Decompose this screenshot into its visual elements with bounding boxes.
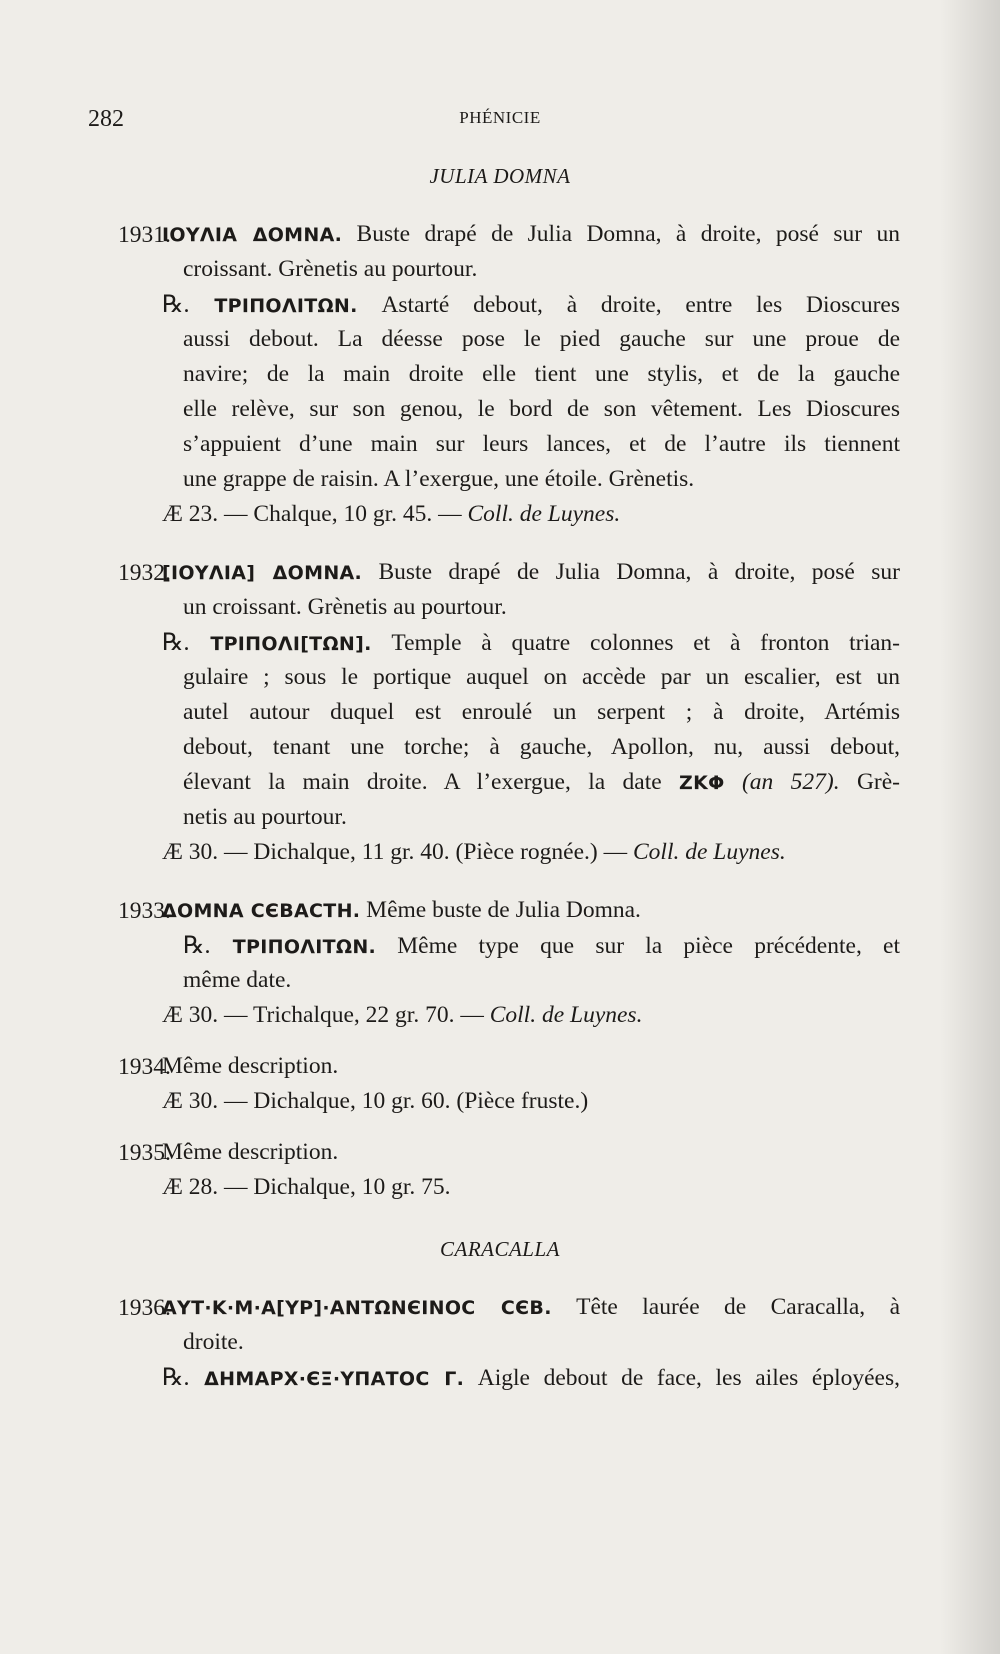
greek-legend: ΤΡΙΠΟΛΙΤΩΝ. — [210, 936, 377, 958]
entry-reverse-line — [162, 292, 900, 319]
reverse-text: Même type que sur la pièce précédente, et — [376, 933, 900, 959]
collection-name: Coll. de Luynes. — [489, 1002, 643, 1028]
entry-reverse-line: autel autour duquel est enroulé un serpent ; à droite, Artémis — [183, 699, 900, 725]
entry-reverse-line: netis au pourtour. — [183, 804, 347, 830]
greek-legend: ΑΥΤ·Κ·Μ·Α[ΥΡ]·ΑΝΤΩΝЄΙΝΟC CЄΒ. — [162, 1297, 552, 1319]
greek-legend: ΤΡΙΠΟΛΙΤΩΝ. — [189, 295, 358, 317]
greek-legend: [ΙΟΥΛΙΑ] ΔΟΜΝΑ. — [162, 562, 363, 584]
reverse-text: Astarté debout, à droite, entre les Dioscures — [357, 292, 900, 318]
entry-reverse-line — [183, 933, 900, 960]
entry-reverse-line: debout, tenant une torche; à gauche, Apollon, nu, aussi debout, — [183, 734, 900, 760]
date-year: (an 527). — [724, 769, 840, 795]
entry-reverse-line: gulaire ; sous le portique auquel on accède par un escalier, est un — [183, 664, 900, 690]
collection-name: Coll. de Luynes. — [467, 501, 621, 527]
entry-metadata: Æ 30. — Dichalque, 10 gr. 60. (Pièce fruste.) — [162, 1088, 589, 1114]
entry-number: 1932. — [118, 560, 171, 586]
metadata-text: Æ 23. — Chalque, 10 gr. 45. — — [162, 501, 468, 527]
entry-reverse-line: elle relève, sur son genou, le bord de son vêtement. Les Dioscures — [183, 396, 900, 422]
reverse-text: Aigle debout de face, les ailes éployées, — [464, 1365, 900, 1391]
greek-legend: ΤΡΙΠΟΛΙ[ΤΩΝ]. — [189, 633, 372, 655]
entry-reverse-line — [183, 770, 900, 796]
entry-number: 1931. — [118, 222, 171, 248]
obverse-text: Buste drapé de Julia Domna, à droite, posé sur — [362, 559, 900, 585]
reverse-text: Grè- — [839, 769, 900, 795]
reverse-text: Temple à quatre colonnes et à fronton trian- — [371, 630, 900, 656]
section-title-julia-domna: JULIA DOMNA — [429, 164, 571, 188]
entry-reverse-line: aussi debout. La déesse pose le pied gauche sur une proue de — [183, 326, 900, 352]
obverse-text: Même buste de Julia Domna. — [360, 897, 641, 923]
greek-legend: ΔΟΜΝΑ CЄΒΑCΤΗ. — [162, 900, 361, 922]
entry-metadata — [162, 840, 786, 866]
entry-reverse-line: une grappe de raisin. A l’exergue, une étoile. Grènetis. — [183, 466, 695, 492]
entry-reverse-line: même date. — [183, 967, 292, 993]
entry-obverse-line: croissant. Grènetis au pourtour. — [183, 256, 478, 282]
entry-metadata — [162, 1003, 642, 1029]
page-edge-shadow — [940, 0, 1000, 1654]
obverse-text: Buste drapé de Julia Domna, à droite, posé sur un — [342, 221, 900, 247]
page-number: 282 — [88, 106, 124, 132]
recipe-symbol: ℞. — [162, 1365, 190, 1391]
entry-obverse-line: un croissant. Grènetis au pourtour. — [183, 594, 507, 620]
collection-name: Coll. de Luynes. — [632, 839, 786, 865]
entry-number: 1936. — [118, 1295, 171, 1321]
running-head: PHÉNICIE — [459, 108, 541, 127]
metadata-text: Æ 30. — Trichalque, 22 gr. 70. — — [162, 1002, 490, 1028]
recipe-symbol: ℞. — [162, 630, 190, 656]
greek-legend: ΙΟΥΛΙΑ ΔΟΜΝΑ. — [162, 224, 343, 246]
greek-legend: ΔΗΜΑΡΧ·ЄΞ·ΥΠΑΤΟC Γ. — [189, 1368, 465, 1390]
entry-obverse-line — [162, 898, 641, 924]
entry-obverse-line: droite. — [183, 1329, 244, 1355]
entry-obverse-line: Même description. — [162, 1053, 339, 1079]
entry-obverse-line — [162, 1295, 900, 1321]
metadata-text: Æ 30. — Dichalque, 11 gr. 40. (Pièce rognée.) — — [162, 839, 633, 865]
entry-reverse-line — [162, 630, 900, 657]
entry-obverse-line: Même description. — [162, 1139, 339, 1165]
entry-reverse-line — [162, 1365, 900, 1392]
entry-number: 1933. — [118, 898, 171, 924]
recipe-symbol: ℞. — [183, 933, 211, 959]
section-title-caracalla: CARACALLA — [439, 1237, 560, 1261]
entry-number: 1935. — [118, 1140, 171, 1166]
entry-number: 1934. — [118, 1054, 171, 1080]
entry-reverse-line: navire; de la main droite elle tient une stylis, et de la gauche — [183, 361, 900, 387]
entry-obverse-line — [162, 222, 900, 248]
obverse-text: Tête laurée de Caracalla, à — [551, 1294, 900, 1320]
entry-metadata: Æ 28. — Dichalque, 10 gr. 75. — [162, 1174, 451, 1200]
entry-obverse-line — [162, 560, 900, 586]
recipe-symbol: ℞. — [162, 292, 190, 318]
reverse-text: élevant la main droite. A l’exergue, la date — [183, 769, 680, 795]
entry-metadata — [162, 502, 620, 528]
entry-reverse-line: s’appuient d’une main sur leurs lances, et de l’autre ils tiennent — [183, 431, 900, 457]
greek-date: ΖΚΦ — [679, 772, 725, 794]
